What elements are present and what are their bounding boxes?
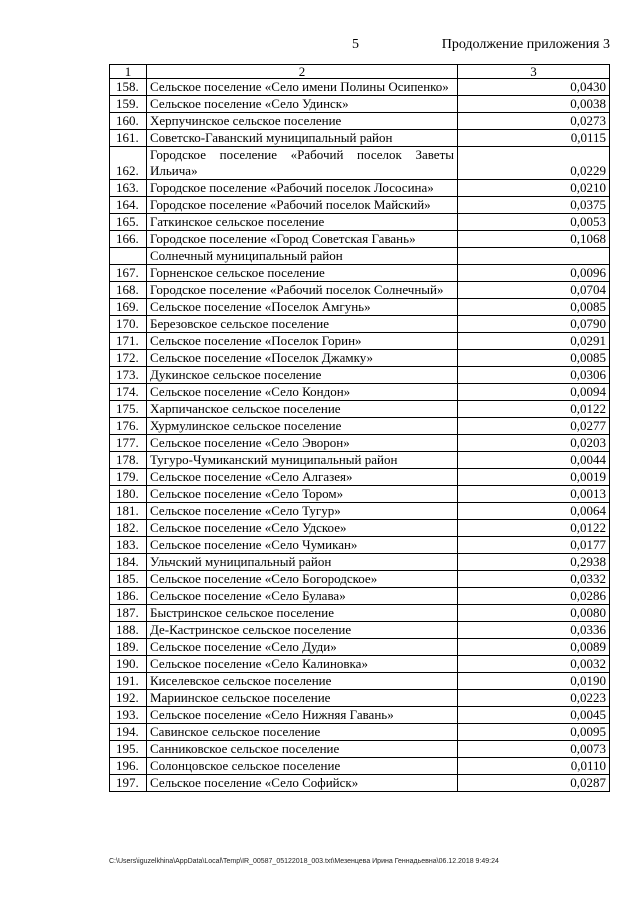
row-number: 175. — [110, 401, 147, 418]
page-number: 5 — [352, 37, 359, 52]
table-row — [110, 197, 610, 214]
row-number: 184. — [110, 554, 147, 571]
row-value — [458, 248, 610, 265]
row-value: 0,0223 — [458, 690, 610, 707]
row-number: 185. — [110, 571, 147, 588]
row-value: 0,0277 — [458, 418, 610, 435]
row-number: 195. — [110, 741, 147, 758]
row-value: 0,0177 — [458, 537, 610, 554]
table-row — [110, 180, 610, 197]
row-value: 0,0085 — [458, 299, 610, 316]
footer-path: C:\Users\iguzelkhina\AppData\Local\Temp\IR_00587_05122018_003.txt\Мезенцева Ирина Геннадьевна\06.12.2018 9:49:24 — [109, 858, 499, 865]
row-name: Солонцовское сельское поселение — [147, 758, 458, 775]
table-row — [110, 537, 610, 554]
table-row — [110, 248, 610, 265]
row-number: 173. — [110, 367, 147, 384]
row-name: Сельское поселение «Село Тугур» — [147, 503, 458, 520]
table-row — [110, 265, 610, 282]
row-number: 166. — [110, 231, 147, 248]
row-name: Сельское поселение «Село Эворон» — [147, 435, 458, 452]
table-row — [110, 741, 610, 758]
row-name: Быстринское сельское поселение — [147, 605, 458, 622]
row-number: 170. — [110, 316, 147, 333]
row-name: Де-Кастринское сельское поселение — [147, 622, 458, 639]
row-value: 0,0085 — [458, 350, 610, 367]
row-number: 171. — [110, 333, 147, 350]
table-row — [110, 588, 610, 605]
row-number: 188. — [110, 622, 147, 639]
row-name: Гаткинское сельское поселение — [147, 214, 458, 231]
row-value: 0,0273 — [458, 113, 610, 130]
row-value: 0,0306 — [458, 367, 610, 384]
allocation-table — [109, 64, 610, 792]
row-name: Сельское поселение «Село Богородское» — [147, 571, 458, 588]
row-number: 192. — [110, 690, 147, 707]
row-value: 0,0089 — [458, 639, 610, 656]
table-body — [110, 79, 610, 792]
row-value: 0,0229 — [458, 147, 610, 180]
row-number: 194. — [110, 724, 147, 741]
row-name: Советско-Гаванский муниципальный район — [147, 130, 458, 147]
table-row — [110, 469, 610, 486]
row-number: 183. — [110, 537, 147, 554]
row-value: 0,1068 — [458, 231, 610, 248]
row-value: 0,0287 — [458, 775, 610, 792]
table-row — [110, 384, 610, 401]
row-value: 0,0190 — [458, 673, 610, 690]
table-row — [110, 96, 610, 113]
table-row — [110, 333, 610, 350]
table-row — [110, 758, 610, 775]
row-number: 161. — [110, 130, 147, 147]
row-name: Сельское поселение «Село Софийск» — [147, 775, 458, 792]
table-row — [110, 775, 610, 792]
row-name: Горненское сельское поселение — [147, 265, 458, 282]
row-name: Городское поселение «Город Советская Гавань» — [147, 231, 458, 248]
row-value: 0,0053 — [458, 214, 610, 231]
table-row — [110, 690, 610, 707]
row-name: Сельское поселение «Село Нижняя Гавань» — [147, 707, 458, 724]
row-value: 0,0336 — [458, 622, 610, 639]
row-name: Хурмулинское сельское поселение — [147, 418, 458, 435]
row-number: 163. — [110, 180, 147, 197]
row-name: Сельское поселение «Поселок Горин» — [147, 333, 458, 350]
row-name: Мариинское сельское поселение — [147, 690, 458, 707]
row-number: 169. — [110, 299, 147, 316]
table-row — [110, 554, 610, 571]
table-row — [110, 656, 610, 673]
row-number: 159. — [110, 96, 147, 113]
row-name: Сельское поселение «Село Чумикан» — [147, 537, 458, 554]
row-name: Городское поселение «Рабочий поселок Майский» — [147, 197, 458, 214]
row-number: 172. — [110, 350, 147, 367]
row-value: 0,0032 — [458, 656, 610, 673]
row-number: 180. — [110, 486, 147, 503]
table-row — [110, 147, 610, 180]
row-name: Сельское поселение «Село Удское» — [147, 520, 458, 537]
row-name: Сельское поселение «Село Тором» — [147, 486, 458, 503]
row-number: 174. — [110, 384, 147, 401]
row-number: 191. — [110, 673, 147, 690]
table-row — [110, 673, 610, 690]
row-number: 179. — [110, 469, 147, 486]
row-number — [110, 248, 147, 265]
row-name: Сельское поселение «Село имени Полины Осипенко» — [147, 79, 458, 96]
table-row — [110, 282, 610, 299]
row-number: 168. — [110, 282, 147, 299]
table-row — [110, 707, 610, 724]
table-row — [110, 231, 610, 248]
row-name: Сельское поселение «Село Дуди» — [147, 639, 458, 656]
column-header-value: 3 — [458, 65, 610, 79]
row-name: Городское поселение «Рабочий поселок Лососина» — [147, 180, 458, 197]
table-header-row — [110, 65, 610, 79]
row-name: Сельское поселение «Село Булава» — [147, 588, 458, 605]
row-value: 0,0122 — [458, 520, 610, 537]
row-value: 0,0019 — [458, 469, 610, 486]
row-name: Сельское поселение «Село Калиновка» — [147, 656, 458, 673]
row-name: Солнечный муниципальный район — [147, 248, 458, 265]
row-name: Санниковское сельское поселение — [147, 741, 458, 758]
row-name: Городское поселение «Рабочий поселок Заветы Ильича» — [147, 147, 458, 180]
row-number: 197. — [110, 775, 147, 792]
row-value: 0,0332 — [458, 571, 610, 588]
table-row — [110, 367, 610, 384]
row-name: Сельское поселение «Село Кондон» — [147, 384, 458, 401]
table-row — [110, 316, 610, 333]
table-row — [110, 350, 610, 367]
column-header-number: 1 — [110, 65, 147, 79]
row-value: 0,0096 — [458, 265, 610, 282]
row-value: 0,0122 — [458, 401, 610, 418]
row-name: Дукинское сельское поселение — [147, 367, 458, 384]
row-name: Березовское сельское поселение — [147, 316, 458, 333]
row-value: 0,0094 — [458, 384, 610, 401]
row-number: 190. — [110, 656, 147, 673]
row-number: 186. — [110, 588, 147, 605]
table-row — [110, 214, 610, 231]
row-name: Харпичанское сельское поселение — [147, 401, 458, 418]
table-row — [110, 486, 610, 503]
row-value: 0,0286 — [458, 588, 610, 605]
row-value: 0,0095 — [458, 724, 610, 741]
table-row — [110, 79, 610, 96]
row-value: 0,0375 — [458, 197, 610, 214]
table-row — [110, 401, 610, 418]
row-number: 187. — [110, 605, 147, 622]
row-value: 0,0115 — [458, 130, 610, 147]
row-number: 176. — [110, 418, 147, 435]
row-value: 0,0110 — [458, 758, 610, 775]
row-value: 0,0044 — [458, 452, 610, 469]
row-name: Сельское поселение «Поселок Амгунь» — [147, 299, 458, 316]
table-row — [110, 571, 610, 588]
row-number: 178. — [110, 452, 147, 469]
row-value: 0,0430 — [458, 79, 610, 96]
row-value: 0,2938 — [458, 554, 610, 571]
row-number: 189. — [110, 639, 147, 656]
row-number: 181. — [110, 503, 147, 520]
row-number: 162. — [110, 147, 147, 180]
row-number: 160. — [110, 113, 147, 130]
row-number: 177. — [110, 435, 147, 452]
table-row — [110, 130, 610, 147]
row-name: Сельское поселение «Село Удинск» — [147, 96, 458, 113]
row-name: Тугуро-Чумиканский муниципальный район — [147, 452, 458, 469]
row-number: 164. — [110, 197, 147, 214]
row-number: 167. — [110, 265, 147, 282]
row-value: 0,0073 — [458, 741, 610, 758]
table-row — [110, 452, 610, 469]
table-row — [110, 520, 610, 537]
row-name: Савинское сельское поселение — [147, 724, 458, 741]
row-value: 0,0704 — [458, 282, 610, 299]
row-number: 158. — [110, 79, 147, 96]
row-number: 182. — [110, 520, 147, 537]
row-value: 0,0203 — [458, 435, 610, 452]
continuation-label: Продолжение приложения 3 — [441, 37, 610, 52]
row-name: Ульчский муниципальный район — [147, 554, 458, 571]
table-row — [110, 639, 610, 656]
table-row — [110, 622, 610, 639]
row-value: 0,0291 — [458, 333, 610, 350]
row-value: 0,0790 — [458, 316, 610, 333]
row-value: 0,0080 — [458, 605, 610, 622]
row-name: Киселевское сельское поселение — [147, 673, 458, 690]
row-value: 0,0210 — [458, 180, 610, 197]
row-value: 0,0013 — [458, 486, 610, 503]
table-row — [110, 113, 610, 130]
row-value: 0,0064 — [458, 503, 610, 520]
table-row — [110, 435, 610, 452]
table-row — [110, 503, 610, 520]
row-value: 0,0038 — [458, 96, 610, 113]
row-number: 193. — [110, 707, 147, 724]
table-row — [110, 418, 610, 435]
table-row — [110, 605, 610, 622]
row-name: Городское поселение «Рабочий поселок Солнечный» — [147, 282, 458, 299]
row-number: 165. — [110, 214, 147, 231]
row-value: 0,0045 — [458, 707, 610, 724]
column-header-name: 2 — [147, 65, 458, 79]
table-row — [110, 299, 610, 316]
row-name: Сельское поселение «Поселок Джамку» — [147, 350, 458, 367]
row-number: 196. — [110, 758, 147, 775]
table-row — [110, 724, 610, 741]
row-name: Херпучинское сельское поселение — [147, 113, 458, 130]
row-name: Сельское поселение «Село Алгазея» — [147, 469, 458, 486]
